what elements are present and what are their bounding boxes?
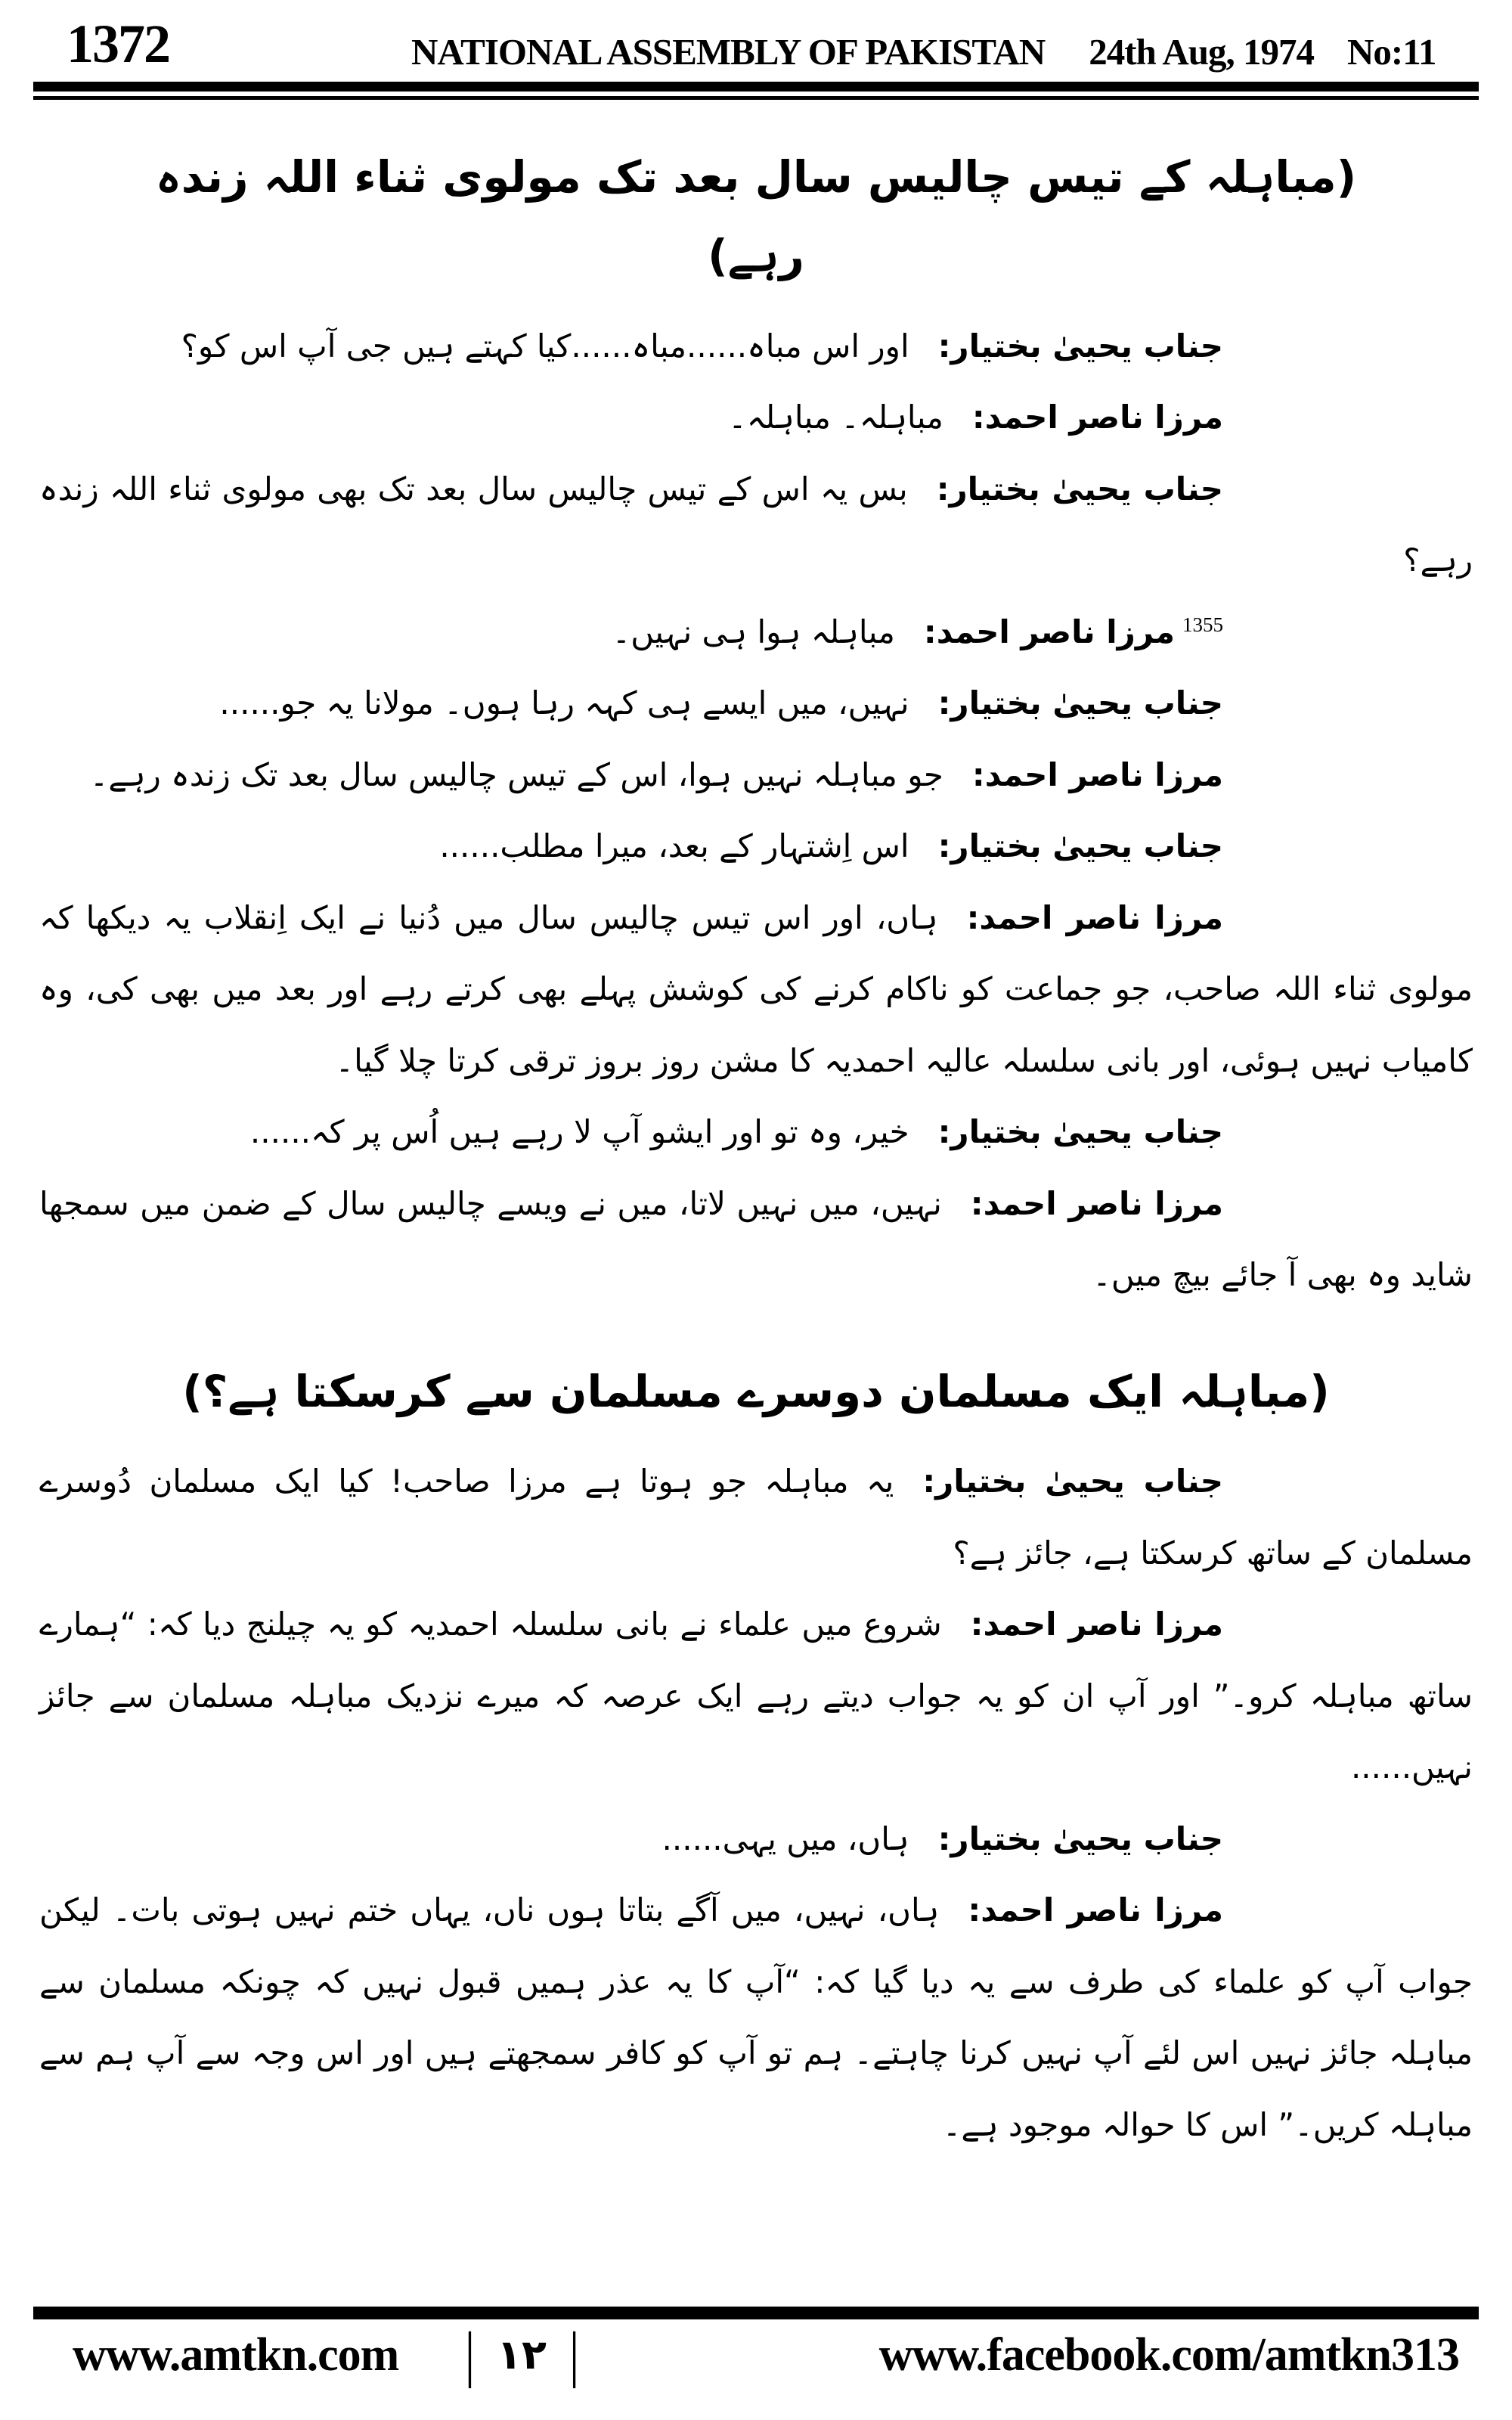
footer-rule-thick [33,2307,1479,2319]
speaker-name: جناب یحییٰ بختیار: [936,470,1223,507]
dialogue-text: اور اس مباہ......مباہ......کیا کہتے ہیں جی آپ اس کو؟ [181,327,909,365]
dialogue-text: نہیں، میں نہیں لاتا، میں نے ویسے چالیس سال کے ضمن میں سمجھا شاید وہ بھی آ جائے بیچ میں۔ [39,1184,1473,1294]
dialogue-text: ہاں، نہیں، میں آگے بتاتا ہوں ناں، یہاں ختم نہیں ہوتی بات۔ لیکن جواب آپ کو علماء کی طرف سے یہ دیا گیا کہ: “آپ کا یہ عذر ہمیں قبول نہیں کہ چونکہ مسلمان سے مباہلہ جائز نہیں اس لئے آپ نہیں کرنا چاہتے۔ ہم تو آپ کو کافر سمجھتے ہیں اور اس وجہ سے آپ ہم سے مباہلہ کریں۔” اس کا حوالہ موجود ہے۔ [39,1891,1473,2143]
speaker-name: جناب یحییٰ بختیار: [937,1820,1223,1857]
page-footer [0,2294,1512,2420]
footer-website: www.amtkn.com [73,2329,399,2381]
footnote-ref: 1355 [1182,613,1223,636]
speaker-name: مرزا ناصر احمد: [971,755,1223,793]
dialogue-text: مباہلہ۔ مباہلہ۔ [728,399,943,436]
dialogue-paragraph [39,811,1473,883]
speaker-name: جناب یحییٰ بختیار: [937,327,1223,365]
dialogue-paragraph [39,311,1473,383]
footer-separator-left: | [464,2319,475,2389]
dialogue-text: بس یہ اس کے تیس چالیس سال بعد تک بھی مولوی ثناء اللہ زندہ رہے؟ [39,470,1473,579]
header-rule-thick [33,82,1479,92]
speaker-name: جناب یحییٰ بختیار: [937,827,1223,865]
header-issue-number: No:11 [1346,30,1436,73]
dialogue-paragraph [39,1168,1473,1311]
dialogue-text: اس اِشتہار کے بعد، میرا مطلب...... [439,827,909,865]
dialogue-paragraph [39,454,1473,597]
speaker-name: جناب یحییٰ بختیار: [922,1463,1224,1500]
dialogue-paragraph [39,740,1473,811]
footer-row [0,2319,1512,2389]
section-heading: (مباہلہ کے تیس چالیس سال بعد تک مولوی ثناء اللہ زندہ رہے) [155,151,1357,282]
dialogue-text: خیر، وہ تو اور ایشو آپ لا رہے ہیں اُس پر کہ...... [249,1113,909,1151]
transcript-body [0,100,1512,2161]
page-header [0,0,1512,74]
dialogue-text: شروع میں علماء نے بانی سلسلہ احمدیہ کو یہ چیلنج دیا کہ: “ہمارے ساتھ مباہلہ کرو۔” اور آپ ان کو یہ جواب دیتے رہے ایک عرصہ کہ میرے نزدیک مباہلہ مسلمان سے جائز نہیں...... [39,1606,1473,1786]
header-date: 24th Aug, 1974 [1089,30,1314,73]
dialogue-paragraph [39,1446,1473,1589]
dialogue-paragraph [39,1875,1473,2161]
header-title: NATIONAL ASSEMBLY OF PAKISTAN [411,30,1046,73]
speaker-name: مرزا ناصر احمد: [966,898,1223,936]
speaker-name: جناب یحییٰ بختیار: [937,1113,1223,1151]
dialogue-paragraph [39,382,1473,454]
speaker-name: جناب یحییٰ بختیار: [937,684,1223,722]
footer-facebook: www.facebook.com/amtkn313 [878,2329,1459,2381]
footer-page-number-block [464,2319,579,2389]
dialogue-text: جو مباہلہ نہیں ہوا، اس کے تیس چالیس سال بعد تک زندہ رہے۔ [89,755,943,793]
speaker-name: مرزا ناصر احمد: [968,1891,1223,1929]
dialogue-text: یہ مباہلہ جو ہوتا ہے مرزا صاحب! کیا ایک مسلمان دُوسرے مسلمان کے ساتھ کرسکتا ہے، جائز ہے؟ [39,1463,1473,1571]
section-heading: (مباہلہ ایک مسلمان دوسرے مسلمان سے کرسکتا ہے؟) [182,1365,1330,1417]
footer-page-number-urdu: ۱۲ [497,2331,547,2378]
dialogue-paragraph [39,1097,1473,1168]
dialogue-text: نہیں، میں ایسے ہی کہہ رہا ہوں۔ مولانا یہ جو...... [219,684,909,722]
dialogue-text: ہاں، میں یہی...... [662,1820,909,1857]
dialogue-paragraph [39,1589,1473,1804]
footer-separator-right: | [569,2319,579,2389]
dialogue-paragraph [39,1804,1473,1876]
header-page-number: 1372 [67,14,169,74]
speaker-name: مرزا ناصر احمد: [923,613,1175,650]
dialogue-text: مباہلہ ہوا ہی نہیں۔ [612,613,895,650]
dialogue-paragraph [39,597,1473,669]
speaker-name: مرزا ناصر احمد: [971,399,1223,436]
speaker-name: مرزا ناصر احمد: [970,1184,1223,1222]
speaker-name: مرزا ناصر احمد: [970,1606,1223,1643]
dialogue-text: ہاں، اور اس تیس چالیس سال میں دُنیا نے ایک اِنقلاب یہ دیکھا کہ مولوی ثناء اللہ صاحب، جو جماعت کو ناکام کرنے کی کوشش پہلے بھی کرتے رہے اور بعد میں بھی کی، وہ کامیاب نہیں ہوئی، اور بانی سلسلہ عالیہ احمدیہ کا مشن روز بروز ترقی کرتا چلا گیا۔ [39,898,1473,1079]
dialogue-paragraph [39,668,1473,740]
dialogue-paragraph [39,883,1473,1097]
